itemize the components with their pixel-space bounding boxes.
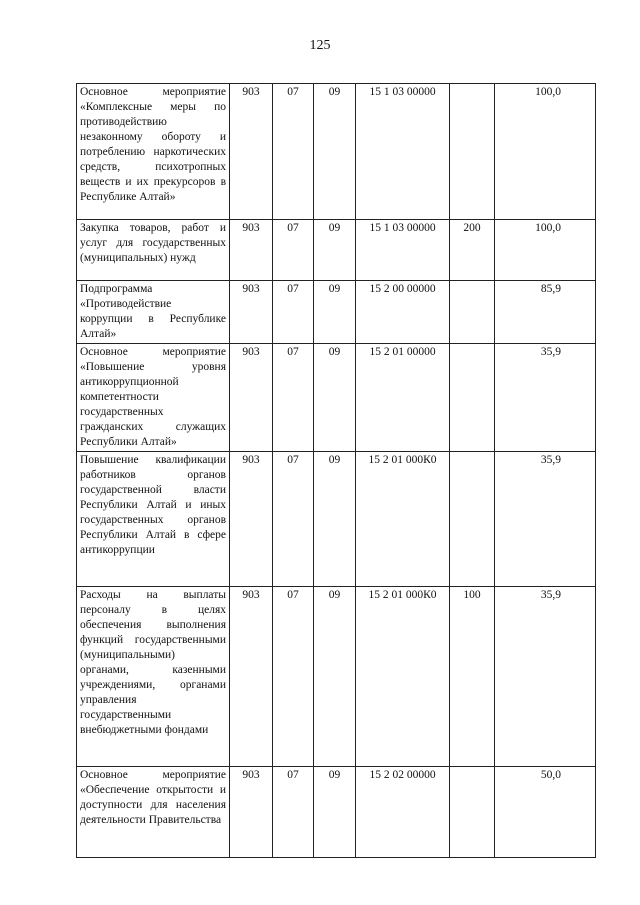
- row-name: Расходы на выплаты персоналу в целях обеспечения выполнения функций государственными (муниципальными) органами, казенными учреждениями, органами управления государственными внебюджетными фондами: [77, 587, 230, 767]
- section-code: 07: [273, 344, 314, 452]
- subsection-code: 09: [314, 84, 356, 220]
- ministry-code: 903: [230, 220, 273, 281]
- target-code: 15 2 00 00000: [356, 281, 450, 344]
- table-row: [77, 344, 596, 452]
- table-row: [77, 452, 596, 587]
- row-name: Повышение квалификации работников органов государственной власти Республики Алтай и иных государственных органов Республики Алтай в сфере антикоррупции: [77, 452, 230, 587]
- ministry-code: 903: [230, 281, 273, 344]
- row-name: Подпрограмма «Противодействие коррупции в Республике Алтай»: [77, 281, 230, 344]
- target-code: 15 2 01 000К0: [356, 452, 450, 587]
- amount: 35,9: [495, 452, 596, 587]
- target-code: 15 1 03 00000: [356, 84, 450, 220]
- row-name: Основное мероприятие «Обеспечение открытости и доступности для населения деятельности Правительства: [77, 767, 230, 858]
- target-code: 15 1 03 00000: [356, 220, 450, 281]
- section-code: 07: [273, 767, 314, 858]
- table-row: [77, 767, 596, 858]
- row-name: Закупка товаров, работ и услуг для государственных (муниципальных) нужд: [77, 220, 230, 281]
- target-code: 15 2 01 00000: [356, 344, 450, 452]
- subsection-code: 09: [314, 452, 356, 587]
- target-code: 15 2 01 000К0: [356, 587, 450, 767]
- table-row: [77, 281, 596, 344]
- section-code: 07: [273, 84, 314, 220]
- table-row: [77, 220, 596, 281]
- expense-type-code: [450, 84, 495, 220]
- target-code: 15 2 02 00000: [356, 767, 450, 858]
- page-number: 125: [309, 38, 331, 53]
- ministry-code: 903: [230, 344, 273, 452]
- expense-type-code: [450, 767, 495, 858]
- amount: 100,0: [495, 220, 596, 281]
- section-code: 07: [273, 452, 314, 587]
- ministry-code: 903: [230, 767, 273, 858]
- expense-type-code: [450, 344, 495, 452]
- subsection-code: 09: [314, 767, 356, 858]
- subsection-code: 09: [314, 220, 356, 281]
- amount: 100,0: [495, 84, 596, 220]
- amount: 35,9: [495, 344, 596, 452]
- subsection-code: 09: [314, 281, 356, 344]
- row-name: Основное мероприятие «Повышение уровня антикоррупционной компетентности государственных гражданских служащих Республики Алтай»: [77, 344, 230, 452]
- amount: 85,9: [495, 281, 596, 344]
- ministry-code: 903: [230, 84, 273, 220]
- expense-type-code: [450, 281, 495, 344]
- subsection-code: 09: [314, 344, 356, 452]
- row-name: Основное мероприятие «Комплексные меры по противодействию незаконному обороту и потреблению наркотических средств, психотропных веществ и их прекурсоров в Республике Алтай»: [77, 84, 230, 220]
- section-code: 07: [273, 281, 314, 344]
- ministry-code: 903: [230, 452, 273, 587]
- expense-type-code: [450, 452, 495, 587]
- amount: 50,0: [495, 767, 596, 858]
- subsection-code: 09: [314, 587, 356, 767]
- expense-type-code: 100: [450, 587, 495, 767]
- section-code: 07: [273, 587, 314, 767]
- table-row: [77, 587, 596, 767]
- expense-type-code: 200: [450, 220, 495, 281]
- ministry-code: 903: [230, 587, 273, 767]
- budget-table: [76, 83, 596, 858]
- section-code: 07: [273, 220, 314, 281]
- table-row: [77, 84, 596, 220]
- amount: 35,9: [495, 587, 596, 767]
